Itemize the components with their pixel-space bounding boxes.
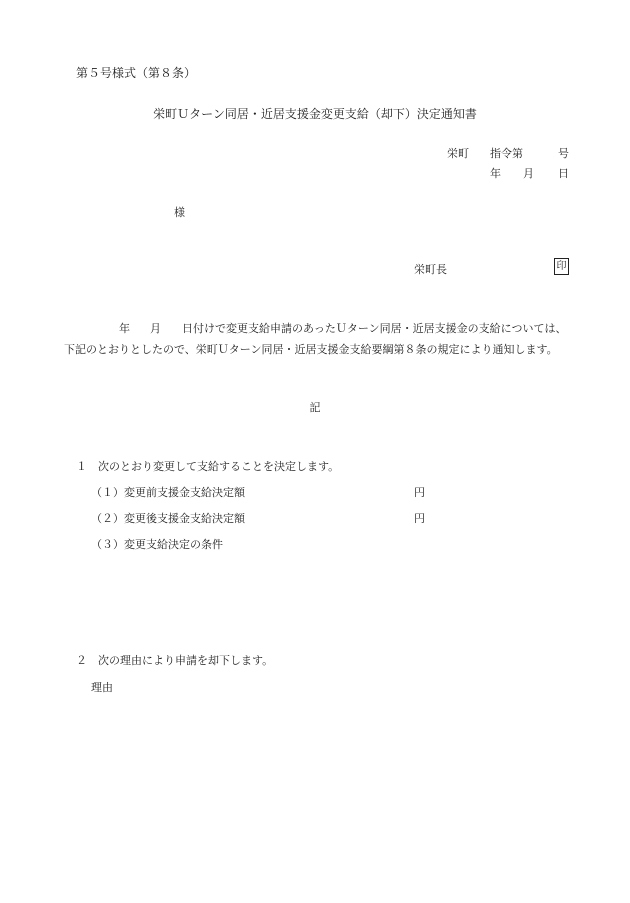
section2-heading: ２ 次の理由により申請を却下します。 [76, 654, 274, 667]
item-before-amount-unit: 円 [414, 486, 425, 499]
body-text-line2: 下記のとおりとしたので、栄町Ｕターン同居・近居支援金支給要綱第８条の規定により通知します。 [64, 343, 558, 356]
reference-prefix: 指令第 [490, 147, 523, 160]
body-year: 年 [119, 322, 130, 335]
date-year: 年 [490, 167, 501, 180]
reference-town: 栄町 [447, 147, 469, 160]
reason-label: 理由 [91, 681, 113, 694]
body-text-line1: 日付けで変更支給申請のあったＵターン同居・近居支援金の支給については、 [182, 322, 567, 335]
addressee-honorific: 様 [174, 206, 185, 219]
reference-suffix: 号 [558, 147, 569, 160]
item-after-amount-unit: 円 [414, 512, 425, 525]
seal-mark: 印 [554, 258, 569, 275]
section1-heading: １ 次のとおり変更して支給することを決定します。 [76, 460, 340, 473]
item-conditions-label: （３）変更支給決定の条件 [91, 538, 223, 551]
form-number: 第５号様式（第８条） [76, 66, 197, 80]
body-month: 月 [150, 322, 161, 335]
ki-heading: 記 [309, 401, 321, 414]
item-after-amount-label: （２）変更後支援金支給決定額 [91, 512, 245, 525]
date-day: 日 [558, 167, 569, 180]
item-before-amount-label: （１）変更前支援金支給決定額 [91, 486, 245, 499]
issuer-name: 栄町長 [414, 263, 447, 276]
date-month: 月 [523, 167, 534, 180]
document-title: 栄町Ｕターン同居・近居支援金変更支給（却下）決定通知書 [153, 107, 477, 121]
